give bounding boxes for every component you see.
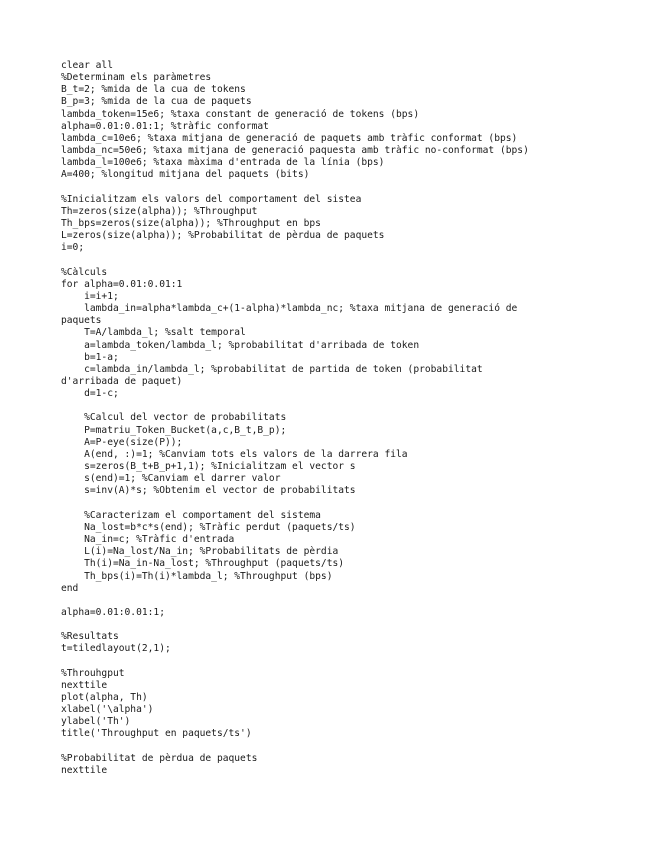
code-line: alpha=0.01:0.01:1; %tràfic conformat [61,120,269,132]
code-line [61,741,601,753]
code-line: b=1-a; [61,351,119,363]
code-line [61,619,601,631]
code-line: %Determinam els paràmetres [61,72,212,84]
code-line: %Càlculs [61,266,108,278]
code-line: d'arribada de paquet) [61,376,183,388]
code-line: ylabel('Th') [61,716,131,728]
code-line: t=tiledlayout(2,1); [61,643,171,655]
code-line: B_t=2; %mida de la cua de tokens [61,84,246,96]
code-line: Th=zeros(size(alpha)); %Throughput [61,205,258,217]
code-line: nexttile [61,679,108,691]
code-line: i=i+1; [61,290,119,302]
code-line: Th_bps(i)=Th(i)*lambda_l; %Throughput (bps) [61,570,333,582]
code-line: B_p=3; %mida de la cua de paquets [61,96,252,108]
code-listing [61,60,601,777]
code-line: s=inv(A)*s; %Obtenim el vector de probabilitats [61,485,356,497]
code-line: d=1-c; [61,388,119,400]
code-line: title('Throughput en paquets/ts') [61,728,252,740]
code-line: nexttile [61,764,108,776]
code-line: %Calcul del vector de probabilitats [61,412,287,424]
code-line: xlabel('\alpha') [61,704,154,716]
code-line [61,498,601,510]
code-line: A=400; %longitud mitjana del paquets (bits) [61,169,310,181]
code-line: clear all [61,60,113,71]
code-line: for alpha=0.01:0.01:1 [61,278,183,290]
code-line: lambda_c=10e6; %taxa mitjana de generació de paquets amb tràfic conformat (bps) [61,132,518,144]
code-line: lambda_l=100e6; %taxa màxima d'entrada de la línia (bps) [61,157,385,169]
code-line: lambda_nc=50e6; %taxa mitjana de generació paquesta amb tràfic no-conformat (bps) [61,145,529,157]
code-line [61,656,601,668]
code-line: %Inicialitzam els valors del comportament del sistea [61,193,362,205]
code-line: L(i)=Na_lost/Na_in; %Probabilitats de pèrdia [61,546,339,558]
code-line: a=lambda_token/lambda_l; %probabilitat d'arribada de token [61,339,420,351]
code-line: s(end)=1; %Canviam el darrer valor [61,473,281,485]
code-line [61,400,601,412]
code-line: lambda_in=alpha*lambda_c+(1-alpha)*lambda_nc; %taxa mitjana de generació de [61,303,518,315]
code-line: Na_lost=b*c*s(end); %Tràfic perdut (paquets/ts) [61,521,356,533]
code-line: c=lambda_in/lambda_l; %probabilitat de partida de token (probabilitat [61,363,483,375]
code-line: A(end, :)=1; %Canviam tots els valors de la darrera fila [61,448,408,460]
code-line: alpha=0.01:0.01:1; [61,606,165,618]
code-line: A=P-eye(size(P)); [61,436,183,448]
code-line: %Throuhgput [61,667,125,679]
code-line: Na_in=c; %Tràfic d'entrada [61,534,235,546]
code-line: plot(alpha, Th) [61,692,148,704]
code-line: lambda_token=15e6; %taxa constant de generació de tokens (bps) [61,108,420,120]
code-line [61,595,601,607]
code-line: P=matriu_Token_Bucket(a,c,B_t,B_p); [61,424,287,436]
code-line: %Resultats [61,631,119,643]
code-line: T=A/lambda_l; %salt temporal [61,327,246,339]
code-line [61,254,601,266]
code-line: Th_bps=zeros(size(alpha)); %Throughput en bps [61,218,321,230]
code-line: L=zeros(size(alpha)); %Probabilitat de pèrdua de paquets [61,230,385,242]
code-line: Th(i)=Na_in-Na_lost; %Throughput (paquets/ts) [61,558,345,570]
code-line: end [61,582,79,594]
code-line: %Caracterizam el comportament del sistema [61,509,321,521]
code-line: i=0; [61,242,85,254]
code-line [61,182,601,194]
code-line: paquets [61,315,102,327]
code-line: s=zeros(B_t+B_p+1,1); %Inicialitzam el vector s [61,461,356,473]
code-line: %Probabilitat de pèrdua de paquets [61,752,258,764]
